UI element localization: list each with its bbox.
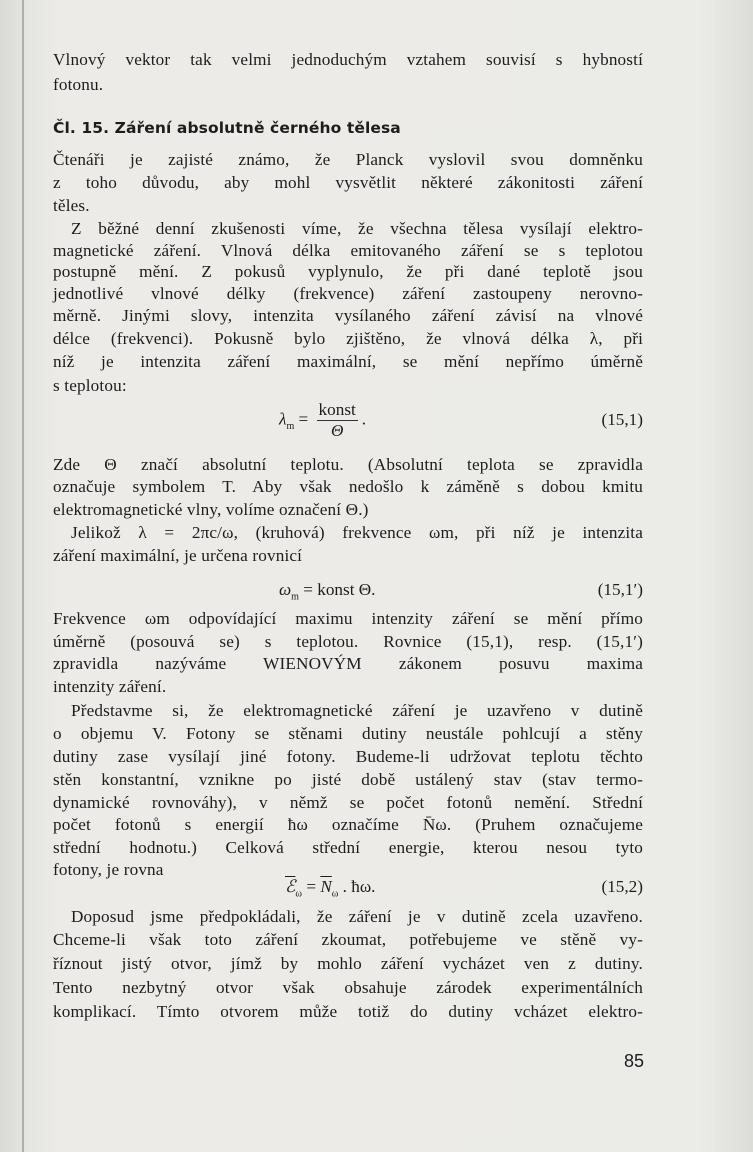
text-line: komplikací. Tímto otvorem může totiž do dutiny vcházet elektro-	[53, 1002, 643, 1021]
text-line: těles.	[53, 196, 90, 215]
eq-rhs-sub: ω	[331, 888, 339, 900]
text-line: z toho důvodu, aby mohl vysvětlit některé zákonitosti záření	[53, 173, 643, 192]
eq-rel: =	[303, 580, 313, 599]
section-heading: Čl. 15. Záření absolutně černého tělesa	[53, 119, 401, 137]
text-line: stěn konstantní, vznikne po jisté době ustálený stav (stav termo-	[53, 770, 643, 789]
text-line: s teplotou:	[53, 376, 127, 395]
text-line: fotony, je rovna	[53, 860, 164, 879]
text-line: jednotlivé vlnové délky (frekvence) záření zastoupeny nerovno-	[53, 284, 643, 303]
text-line: Představme si, že elektromagnetické záření je uzavřeno v dutině	[71, 701, 643, 720]
equation-number: (15,1′)	[597, 580, 643, 599]
text-line: intenzity záření.	[53, 677, 167, 696]
eq-lhs-sub: ω	[295, 888, 303, 900]
eq-lhs: ω	[279, 580, 292, 599]
numerator: konst	[318, 400, 356, 419]
text-line: dutiny zase vysílají jiné fotony. Budeme-li udržovat teplotu těchto	[53, 747, 643, 766]
text-line: počet fotonů s energií ħω označíme N̄ω. (Pruhem označujeme	[53, 815, 643, 834]
text-line: dynamické rovnováhy), v němž se počet fotonů nemění. Střední	[53, 793, 643, 812]
text-line: měrně. Jinými slovy, intenzita vysílaného záření závisí na vlnové	[53, 306, 643, 325]
text-line: magnetické záření. Vlnová délka emitovaného záření se s teplotou	[53, 241, 643, 260]
eq-lhs: ℰ	[285, 877, 296, 896]
eq-lhs-sub: m	[291, 591, 299, 603]
text-line: Čtenáři je zajisté známo, že Planck vyslovil svou domněnku	[53, 150, 643, 169]
text-line: o objemu V. Fotony se stěnami dutiny neustále pohlcují a stěny	[53, 724, 643, 743]
fraction	[317, 400, 358, 441]
text-line: Doposud jsme předpokládali, že záření je v dutině zcela uzavřeno.	[71, 907, 643, 926]
text-line: záření maximální, je určena rovnicí	[53, 546, 303, 565]
eq-rhs-symbol: $\overline{N}$	[320, 877, 332, 896]
text-line: zpravidla nazýváme WIENOVÝM zákonem posuvu maxima	[53, 654, 643, 673]
text-line: Z běžné denní zkušenosti víme, že všechna tělesa vysílají elektro-	[71, 219, 643, 238]
text-line: označuje symbolem T. Aby však nedošlo k záměně s dobou kmitu	[53, 477, 643, 496]
text-line: střední hodnotu.) Celková střední energie, kterou nesou tyto	[53, 838, 643, 857]
text-line: Zde Θ značí absolutní teplotu. (Absolutní teplota se zpravidla	[53, 455, 643, 474]
text-line: délce (frekvenci). Pokusně bylo zjištěno, že vlnová délka λ, při	[53, 329, 643, 348]
eq-lhs-sub: m	[286, 420, 295, 432]
text-line: Jelikož λ = 2πc/ω, (kruhová) frekvence ωm, při níž je intenzita	[71, 523, 643, 542]
text-line: úměrně (posouvá se) s teplotou. Rovnice (15,1), resp. (15,1′)	[53, 632, 643, 651]
text-line: níž je intenzita záření maximální, se mění nepřímo úměrně	[53, 352, 643, 371]
text-line: fotonu.	[53, 75, 104, 94]
page-number: 85	[624, 1051, 645, 1071]
text-line: Chceme-li však toto záření zkoumat, potřebujeme ve stěně vy-	[53, 930, 643, 949]
text-line: Vlnový vektor tak velmi jednoduchým vztahem souvisí s hybností	[53, 50, 643, 69]
eq-rhs: konst Θ.	[317, 580, 376, 599]
text-line: říznout jistý otvor, jímž by mohlo záření vycházet ven z dutiny.	[53, 954, 643, 973]
denominator: Θ	[330, 421, 344, 440]
equation-number: (15,2)	[601, 877, 643, 896]
eq-rel: =	[306, 877, 317, 896]
text-line: elektromagnetické vlny, volíme označení Θ.)	[53, 500, 369, 519]
text-line: postupně mění. Z pokusů vyplynulo, že při dané teplotě jsou	[53, 262, 643, 281]
eq-tail: .	[361, 409, 367, 429]
text-line: Frekvence ωm odpovídající maximu intenzity záření se mění přímo	[53, 609, 643, 628]
text-line: Tento nezbytný otvor však obsahuje zárodek experimentálních	[53, 978, 643, 997]
eq-rel: =	[298, 409, 309, 429]
eq-rhs-tail: . ħω.	[342, 877, 376, 896]
page-spine-shadow	[22, 0, 24, 1152]
equation-number: (15,1)	[601, 410, 643, 429]
eq-lhs: λ	[279, 409, 287, 429]
